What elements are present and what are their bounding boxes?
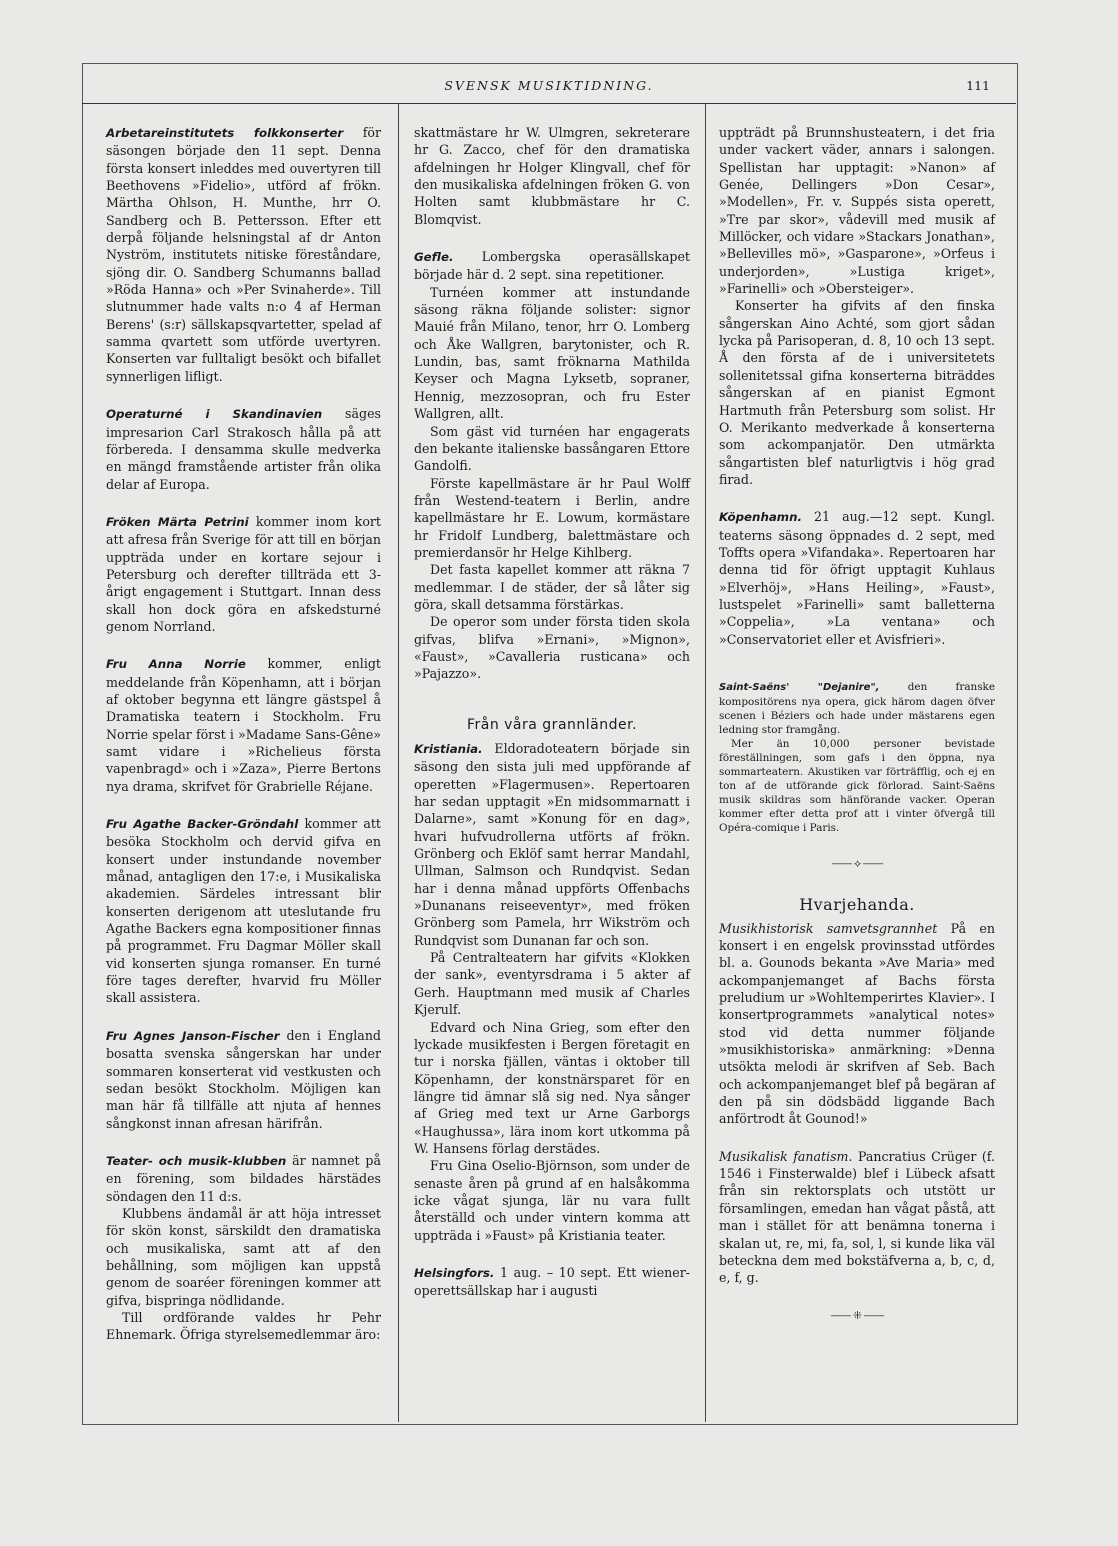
article-text: Klubbens ändamål är att höja intresset för skön konst, särskildt den dramatiska och musikaliska, samt att af den behållning, som möjligen kan uppstå genom de soaréer föreningen kommer att gifva, bispringa nödlidande. xyxy=(106,1205,381,1308)
article-text: Till ordförande valdes hr Pehr Ehnemark. Öfriga styrelsemedlemmar äro: xyxy=(106,1309,381,1343)
article-text: 1 aug. – 10 sept. Ett wiener-operettsällskap har i augusti xyxy=(414,1264,690,1299)
article-paragraph xyxy=(719,680,995,737)
article-paragraph xyxy=(719,508,995,648)
ornament-end: —— ⁜ —— xyxy=(830,1308,884,1322)
article-paragraph xyxy=(414,124,690,228)
column-rule xyxy=(705,104,706,1422)
article-paragraph xyxy=(106,815,381,1007)
article-paragraph xyxy=(719,737,995,835)
article-paragraph xyxy=(414,248,690,284)
notice-block xyxy=(719,680,995,835)
article-heading: Operaturné i Skandinavien xyxy=(106,407,323,422)
article-text: skattmästare hr W. Ulmgren, sekreterare hr G. Zacco, chef för den dramatiska afdelningen hr Holger Klingvall, chef för den musikaliska afdelningen fröken G. von Holten samt klubbmästare hr C. Blomqvist. xyxy=(414,125,690,227)
article-text: På Centralteatern har gifvits «Klokken der sank», eventyrsdrama i 5 akter af Gerh. Hauptmann med musik af Charles Kjerulf. xyxy=(414,950,690,1018)
article-paragraph xyxy=(106,405,381,493)
section-title-hvarjehanda: Hvarjehanda. xyxy=(799,895,915,915)
article-heading: Arbetareinstitutets folkkonserter xyxy=(106,126,344,140)
column-3 xyxy=(719,124,995,1344)
article-heading: Köpenhamn. xyxy=(719,510,802,525)
article-paragraph xyxy=(414,423,690,475)
article-text: Pancratius Crüger (f. 1546 i Finsterwalde) blef i Lübeck afsatt från sin rektorsplats och utstött ur församlingen, emedan han vågat påstå, att man i stället för att benämna tonerna i skalan ut, re, mi, fa, sol, l, si kunde lika väl beteckna dem med bokstäfverna a, b, c, d, e, f, g. xyxy=(719,1148,995,1286)
article-heading: Saint-Saëns' "Dejanire", xyxy=(719,681,880,693)
article-text: Edvard och Nina Grieg, som efter den lyckade musikfesten i Bergen företagit en tur i norska fjällen, väntas i oktober till Köpenhamn, der konstnärsparet för en längre tid ämnar slå sig ned. Nya sånger af Grieg med text ur Arne Garborgs «Haughussa», lära inom kort utkomma på W. Hansens förlag derstädes. xyxy=(414,1019,690,1156)
article-text: Turnéen kommer att instundande säsong räkna följande solister: signor Mauié från Milano, tenor, hrr O. Lomberg och Åke Wallgren, barytonister, och R. Lundin, bas, samt fröknarna Mathilda Keyser och Magna Lyksetb, sopraner, Hennig, mezzosopran, och fru Ester Wallgren, allt. xyxy=(414,284,690,422)
article-text: uppträdt på Brunnshusteatern, i det fria under vackert väder, annars i salongen. Spellistan har upptagit: »Nanon» af Genée, Dellingers »Don Cesar», »Modellen», Fr. v. Suppés sista operett, »Tre par skor», vådevill med musik af Millöcker, och vidare »Stackars Jonathan», »Bellevilles mö», »Gasparone», »Orfeus i underjorden», »Lustiga kriget», »Farinelli» och »Obersteiger». xyxy=(719,125,995,297)
article-paragraph xyxy=(106,1152,381,1205)
article-text: Lombergska operasällskapet började här d. 2 sept. sina repetitioner. xyxy=(414,249,690,283)
article-heading: Fröken Märta Petrini xyxy=(106,514,249,529)
article-paragraph xyxy=(106,124,381,385)
column-rule xyxy=(398,104,399,1422)
article-text: kommer inom kort att afresa från Sverige för att till en början uppträda under en kortare sejour i Petersburg och derefter tillträda ett 3-årigt engagement i Stuttgart. Innan dess skall hon dock göra en afskedsturné genom Norrland. xyxy=(106,513,381,634)
article-heading: Teater- och musik-klubben xyxy=(106,1153,287,1168)
notice-articles xyxy=(719,680,995,835)
article-heading: Gefle. xyxy=(414,250,454,265)
article-paragraph xyxy=(414,949,690,1018)
article-text: På en konsert i en engelsk provinsstad utfördes bl. a. Gounods bekanta »Ave Maria» med ackompanjemanget af Bachs första preludium ur »Wohltemperirtes Klavier». I konsertprogrammets »analytical notes» stod vid detta nummer följande »musikhistoriska» anmärkning: »Denna utsökta melodi är skrifven af Seb. Bach och ackompanjemanget blef på begäran af den på sin dödsbädd liggande Bach anförtrodt åt Gounod!» xyxy=(719,920,995,1127)
article-paragraph xyxy=(414,1019,690,1158)
article-text: Fru Gina Oselio-Björnson, som under de senaste åren på grund af en halsåkomma icke vågat sjunga, lär nu vara fullt återställd och under vintern komma att uppträda i »Faust» på Kristiania teater. xyxy=(414,1158,690,1243)
col3b-articles xyxy=(719,920,995,1287)
article-text: Konserter ha gifvits af den finska sångerskan Aino Achté, som gjort sådan lycka på Parisoperan, d. 8, 10 och 13 sept. Å den första af de i universitetets sollenitetssal gifna konserterna biträddes sångerskan af en pianist Egmont Hartmuth från Petersburg som solist. Hr O. Merikanto medverkade å konserterna som ackompanjatör. Den utmärkta sångartisten blef naturligtvis i hög grad firad. xyxy=(719,298,995,487)
article-paragraph xyxy=(719,1148,995,1287)
article-paragraph xyxy=(719,920,995,1128)
article-text: Det fasta kapellet kommer att räkna 7 medlemmar. I de städer, der så låter sig göra, skall detsamma förstärkas. xyxy=(414,562,690,612)
section-title-grannlander: Från våra grannländer. xyxy=(466,716,638,733)
article-paragraph xyxy=(414,1264,690,1300)
article-heading: Fru Anna Norrie xyxy=(106,657,246,672)
article-paragraph xyxy=(414,1157,690,1244)
article-paragraph xyxy=(414,475,690,562)
article-paragraph xyxy=(106,1205,381,1309)
article-paragraph xyxy=(414,740,690,949)
article-paragraph xyxy=(414,613,690,682)
article-text: Förste kapellmästare är hr Paul Wolff från Westend-teatern i Berlin, andre kapellmästare hr E. Lowum, kormästare hr Fridolf Lundberg, balettmästare och premierdansör hr Helge Kihlberg. xyxy=(414,475,690,560)
col1-articles xyxy=(106,124,381,1344)
article-heading: Helsingfors. xyxy=(414,1265,495,1280)
article-text: säges impresarion Carl Strakosch hålla på att förbereda. I densamma skulle medverka en mängd framstående artister från olika delar af Europa. xyxy=(106,406,381,492)
article-text: är namnet på en förening, som bildades härstädes söndagen den 11 d:s. xyxy=(106,1152,381,1204)
article-text: Eldoradoteatern började sin säsong den sista juli med uppförande af operetten »Flagermusen». Repertoaren har sedan upptagit »En midsommarnatt i Dalarne», samt »Konung för en dag», hvari hufvudrollerna utförts af frökn. Grönberg och Eklöf samt herrar Mandahl, Ullman, Salmson och Rundqvist. Sedan har i denna månad uppförts Offenbachs »Dunanans reiseeventyr», med fröken Grönberg som Pamela, hrr Wikström och Rundqvist som Dunanan far och son. xyxy=(414,741,690,948)
article-text: den franske kompositörens nya opera, gick härom dagen öfver scenen i Béziers och hade under mästarens egen ledning stor framgång. xyxy=(719,680,996,736)
col3-articles xyxy=(719,124,995,648)
article-paragraph xyxy=(719,124,995,297)
article-paragraph xyxy=(719,297,995,488)
article-text: kommer, enligt meddelande från Köpenhamn, att i början af oktober begynna ett längre gästspel å Dramatiska teatern i Stockholm. Fru Norrie spelar först i »Madame Sans-Gêne» samt vidare i »Richelieus första vapenbragd» och i »Zaza», Pierre Bertons nya drama, skrifvet för Grabrielle Réjane. xyxy=(106,656,381,794)
article-paragraph xyxy=(106,513,381,635)
article-paragraph xyxy=(106,1027,381,1132)
article-paragraph xyxy=(414,561,690,613)
column-1 xyxy=(106,124,381,1344)
page-number: 111 xyxy=(966,78,990,93)
article-heading: Kristiania. xyxy=(414,742,483,756)
article-text: Som gäst vid turnéen har engagerats den bekante italienske bassångaren Ettore Gandolfi. xyxy=(414,423,690,474)
column-2 xyxy=(414,124,690,1300)
ornament-divider: —— ⟡ —— xyxy=(831,856,883,870)
col2b-articles xyxy=(414,740,690,1300)
page-header xyxy=(82,63,1016,104)
article-paragraph xyxy=(106,1309,381,1344)
running-title: SVENSK MUSIKTIDNING. xyxy=(444,78,654,93)
article-text: 21 aug.—12 sept. Kungl. teaterns säsong öppnades d. 2 sept, med Toffts opera »Vifandaka». Repertoaren har denna tid för öfrigt upptagit Kuhlaus »Elverhöj», »Hans Heiling», »Faust», lustspelet »Farinelli» samt balletterna »Coppelia», »La ventana» och »Conservatoriet eller et Avisfrieri». xyxy=(719,509,995,647)
article-paragraph xyxy=(106,655,381,795)
article-heading: Fru Agathe Backer-Gröndahl xyxy=(106,817,299,832)
article-paragraph xyxy=(414,284,690,423)
article-heading: Musikalisk fanatism. xyxy=(719,1148,853,1164)
article-text: kommer att besöka Stockholm och dervid gifva en konsert under instundande november månad, antagligen den 17:e, i Musikaliska akademien. Särdeles intressant blir konserten derigenom att uteslutande fru Agathe Backers egna kompositioner finnas på programmet. Fru Dagmar Möller skall vid konserten sjunga romanser. En turné före tages derefter, hvarvid fru Möller skall assistera. xyxy=(106,816,381,1006)
article-text: för säsongen började den 11 sept. Denna första konsert inleddes med ouvertyren till Beethovens »Fidelio», utförd af frökn. Märtha Ohlson, H. Munthe, hrr O. Sandberg och B. Pettersson. Efter ett derpå följande helsningstal af dr Anton Nyström, institutets nitiske föreståndare, sjöng dir. O. Sandberg Schumanns ballad »Röda Hanna» och »Per Svinaherde». Till slutnummer hade valts n:o 4 af Herman Berens' (s:r) sällskapsqvartetter, spelad af samma qvartett som utförde uvertyren. Konserten var fulltaligt besökt och bifallet synnerligen lifligt. xyxy=(106,125,381,384)
article-text: De operor som under första tiden skola gifvas, blifva »Ernani», »Mignon», «Faust», »Cavalleria rusticana» och »Pajazzo». xyxy=(414,614,690,682)
article-heading: Fru Agnes Janson-Fischer xyxy=(106,1028,280,1043)
article-heading: Musikhistorisk samvetsgrannhet xyxy=(719,920,938,936)
article-text: den i England bosatta svenska sångerskan har under sommaren konserterat vid vestkusten och sedan besökt Stockholm. Möjligen kan man här få tillfälle att njuta af hennes sångkonst innan afresan härifrån. xyxy=(106,1027,381,1131)
article-text: Mer än 10,000 personer bevistade föreställningen, som gafs i den öppna, nya sommarteatern. Akustiken var förträfflig, och ej en ton af de utförande gick förlorad. Saint-Saëns musik skildras som hänförande vacker. Operan kommer efter detta prof att i vinter öfvergå till Opéra-comique i Paris. xyxy=(719,737,995,834)
col2-articles xyxy=(414,124,690,683)
